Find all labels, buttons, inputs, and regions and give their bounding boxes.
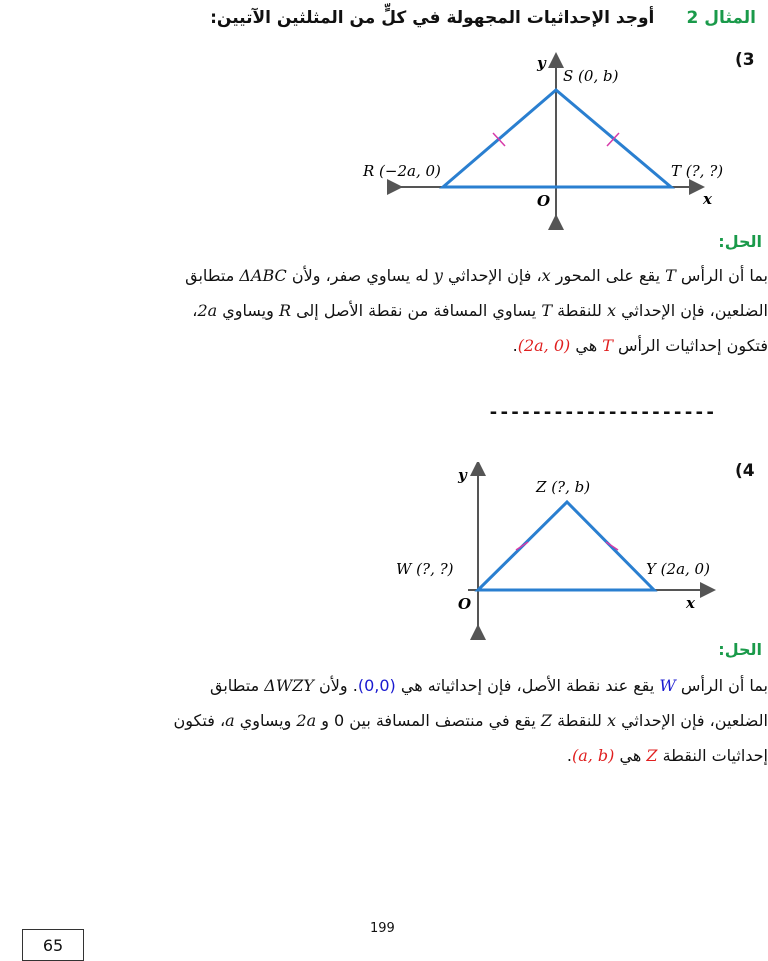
vertex-z-label: Z (?, b) — [536, 478, 591, 496]
problem-3-number: (3 — [735, 50, 755, 70]
axis-x-label-4: x — [686, 594, 695, 612]
triangle-diagram-4 — [390, 462, 730, 642]
page-number-box: 65 — [22, 929, 84, 961]
solution-line-4-1: بما أن الرأس W يقع عند نقطة الأصل، فإن إحداثياته هي (0,0). ولأن ΔWZY متطابق — [210, 676, 768, 695]
solution-text-4 — [0, 668, 768, 773]
solution-text-3 — [0, 258, 768, 363]
vertex-r-label: R (−2a, 0) — [363, 162, 441, 180]
example-label: المثال 2 — [686, 8, 756, 28]
solution-line-4-2: الضلعين، فإن الإحداثي x للنقطة Z يقع في منتصف المسافة بين 0 و 2a ويساوي a، فتكون — [173, 711, 768, 730]
origin-label-4: O — [458, 595, 472, 613]
example-header — [16, 8, 756, 28]
section-separator: --------------------- — [488, 402, 716, 423]
example-title: أوجد الإحداثيات المجهولة في كلٍّ من المثلثين الآتيين: — [210, 8, 655, 28]
solution-label-4: الحل: — [718, 640, 762, 659]
solution-line-3-1: بما أن الرأس T يقع على المحور x، فإن الإحداثي y له يساوي صفر، ولأن ΔABC متطابق — [185, 266, 768, 285]
vertex-y-label: Y (2a, 0) — [646, 560, 710, 578]
solution-line-3-3: فتكون إحداثيات الرأس T هي (2a, 0). — [512, 336, 768, 355]
axis-y-label-4: y — [458, 466, 467, 484]
vertex-t-label: T (?, ?) — [671, 162, 724, 180]
vertex-s-label: S (0, b) — [563, 67, 619, 85]
page-number-center: 199 — [370, 921, 395, 936]
axis-y-label-3: y — [537, 54, 546, 72]
solution-line-4-3: إحداثيات النقطة Z هي (a, b). — [566, 746, 768, 765]
vertex-w-label: W (?, ?) — [396, 560, 454, 578]
triangle-diagram-3 — [355, 52, 735, 242]
problem-4-number: (4 — [735, 461, 755, 481]
solution-label-3: الحل: — [718, 232, 762, 251]
triangle-wzy — [478, 502, 654, 590]
solution-line-3-2: الضلعين، فإن الإحداثي x للنقطة T يساوي المسافة من نقطة الأصل إلى R ويساوي 2a، — [192, 301, 768, 320]
origin-label-3: O — [537, 192, 551, 210]
axis-x-label-3: x — [703, 190, 712, 208]
congruence-tick-left-4 — [516, 542, 528, 550]
